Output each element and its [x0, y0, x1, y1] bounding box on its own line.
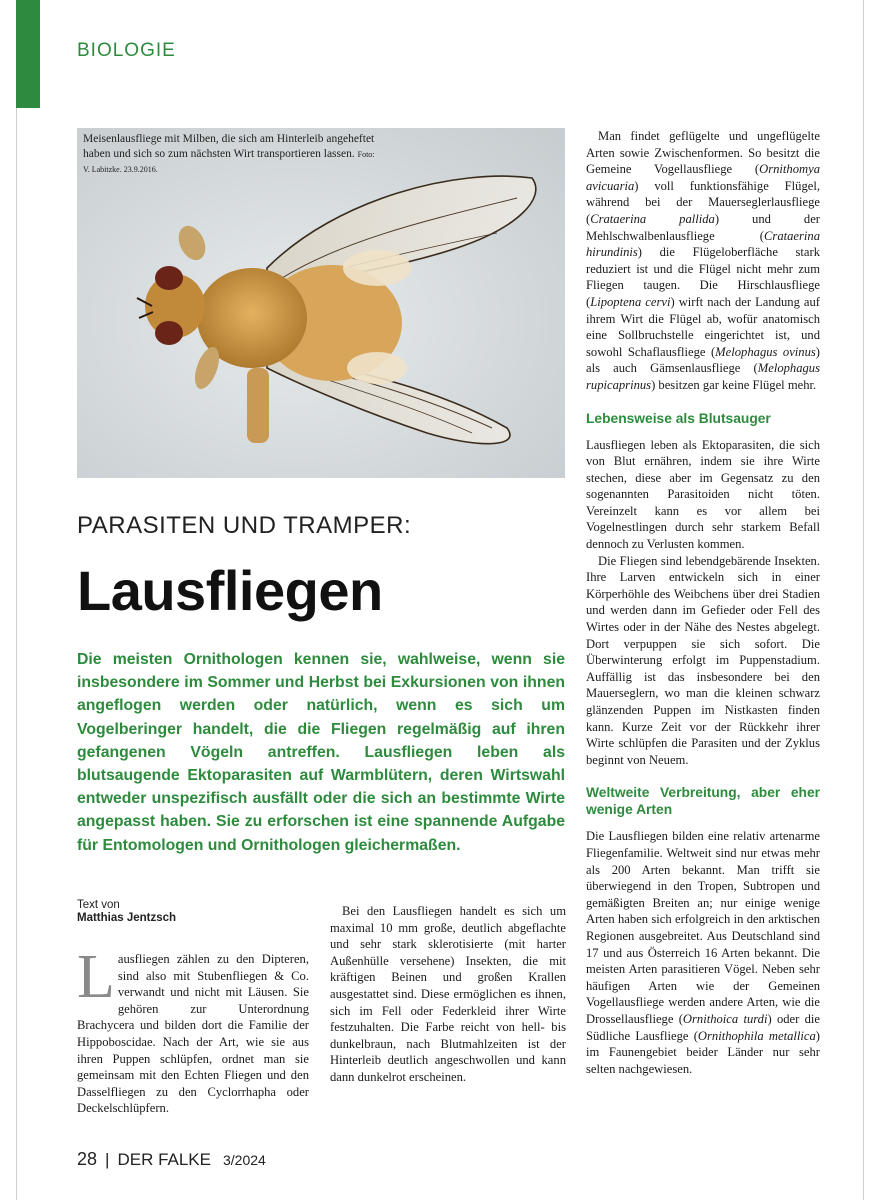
species-name: Ornithoica turdi	[682, 1011, 768, 1026]
subheading-verbreitung: Weltweite Verbreitung, aber eher wenige Arten	[586, 785, 820, 818]
column-2	[330, 903, 566, 1086]
column-1	[77, 943, 309, 1117]
body-paragraph-4	[586, 828, 820, 1077]
text-run: Man findet geflügelte und ungeflügelte Arten sowie Zwischenformen. So besitzt die Gemeine Vogellausfliege (	[586, 129, 820, 177]
text-run: ) die Flügeloberfläche stark reduziert ist und die Flügel nicht mehr zum Fliegen taugen. Die Hirschlausfliege (	[586, 245, 820, 309]
species-name: Crataerina hirundinis	[586, 228, 820, 260]
species-name: Ornithophila metallica	[697, 1028, 816, 1043]
body-paragraph-3: Die Fliegen sind lebendgebärende Insekten. Ihre Larven entwickeln sich in einer Körperhöhle des Weibchens über drei Stadien und werden dann im Gefieder oder Fell des Wirtes oder in der Nähe des Nestes abgelegt. Dort verpuppen sie sich sofort. Die Überwinterung erfolgt im Puppenstadium. Auffällig ist das insbesondere bei den Mauerseglern, wo man die kleinen schwarz glänzenden Puppen im Nistkasten finden kann. Kurze Zeit vor der Rückkehr ihrer Wirte schlüpfen die Parasiten und der Zyklus beginnt von Neuem.	[586, 553, 820, 767]
text-run: ) oder die Südliche Lausfliege (	[586, 1011, 820, 1043]
body-paragraph-2: Lausfliegen leben als Ektoparasiten, die sich von Blut ernähren, indem sie ihre Wirte stechen, diese aber im Gegensatz zu den sogenannten Parasitoiden nicht töten. Vereinzelt kann es vor allem bei Vogelnestlingen durch sehr starkem Befall dennoch zu Verlusten kommen.	[586, 437, 820, 552]
text-run: ) im Faunengebiet beider Länder nur sehr selten nachgewiesen.	[586, 1028, 820, 1076]
species-name: Lipoptena cervi	[590, 294, 671, 309]
text-run: ) als auch Gämsenlausfliege (	[586, 344, 820, 376]
text-run: ) besitzen gar keine Flügel mehr.	[651, 377, 817, 392]
footer-separator: |	[105, 1150, 110, 1169]
paragraph-text: ausfliegen zählen zu den Dipteren, sind also mit Stubenfliegen & Co. verwandt und nicht mit Läusen. Sie gehören zur Unterordnung Brachycera und bilden dort die Familie der Hippoboscidae. Nach der Art, wie sie aus ihren Puppen schlüpfen, ordnet man sie gemeinsam mit den Echten Fliegen und den Dasselfliegen zu den Cyclorrhapha oder Deckelschlüpfern.	[77, 952, 309, 1116]
photo-caption	[83, 132, 383, 178]
section-color-bar	[16, 0, 40, 108]
issue-number: 3/2024	[223, 1152, 266, 1168]
text-run: ) wirft nach der Landung auf ihrem Wirt die Flügel ab, wofür anatomisch eine Sollbruchstelle eingerichtet ist, und sowohl Schaflausfliege (	[586, 294, 820, 359]
text-run: ) und der Mehlschwalbenlausfliege (	[586, 211, 820, 243]
species-name: Ornithomya avicuaria	[586, 162, 820, 193]
body-paragraph-1	[586, 128, 820, 394]
lead-paragraph: Die meisten Ornithologen kennen sie, wahlweise, wenn sie insbesondere im Sommer und Herbst bei Exkursionen von ihnen angeflogen werden oder natürlich, wenn es sich um Vogelberinger handelt, die die Fliegen regelmäßig auf ihren gefangenen Vögeln antreffen. Lausfliegen leben als blutsaugende Ektoparasiten auf Warmblütern, deren Wirtswahl entweder unspezifisch ausfällt oder die sich an bestimmte Wirte angepasst haben. Sie zu erforschen ist eine spannende Aufgabe für Entomologen und Ornithologen gleichermaßen.	[77, 651, 565, 854]
section-label: BIOLOGIE	[77, 40, 176, 61]
page-number: 28	[77, 1149, 98, 1169]
caption-text: Meisenlausfliege mit Milben, die sich am Hinterleib angeheftet haben und sich so zum nächsten Wirt transportieren lassen.	[83, 133, 375, 160]
author-label: Text von	[77, 899, 120, 911]
subheading-lebensweise: Lebensweise als Blutsauger	[586, 410, 771, 426]
page-footer	[77, 1149, 266, 1170]
headline: Lausfliegen	[77, 559, 383, 622]
column-3	[586, 128, 820, 1077]
fly-photo	[77, 128, 565, 478]
species-name: Melophagus ovinus	[715, 344, 816, 359]
drop-cap: L	[77, 943, 115, 1011]
text-run: ) voll funktionsfähige Flügel, während bei der Mauerseglerlausfliege (	[586, 178, 820, 226]
photo-credit: Foto: V. Labitzke. 23.9.2016.	[83, 149, 375, 174]
kicker: PARASITEN UND TRAMPER:	[77, 512, 412, 539]
magazine-name: DER FALKE	[117, 1150, 211, 1169]
species-name: Melophagus rupicaprinus	[586, 361, 820, 392]
body-paragraph	[77, 943, 309, 1117]
author-name: Matthias Jentzsch	[77, 912, 177, 924]
species-name: Crataerina pallida	[590, 211, 715, 226]
text-run: Die Lausfliegen bilden eine relativ artenarme Fliegenfamilie. Weltweit sind nur etwas mehr als 200 Arten bekannt. Man trifft sie überwiegend in den Tropen, Subtropen und gemäßigten Breiten an; nur einige wenige Arten haben sich erfolgreich in den arktischen Regionen ausgebreitet. Aus Deutschland sind 17 und aus Österreich 16 Arten bekannt. Die meisten Arten parasitieren Vögel. Neben sehr häufigen Arten wie der Gemeinen Vogellausfliege werden andere Arten, wie die Drossellausfliege (	[586, 829, 820, 1026]
louse-fly-illustration	[77, 128, 565, 478]
body-paragraph: Bei den Lausfliegen handelt es sich um maximal 10 mm große, deutlich abgeflachte und sehr stark sklerotisierte (mit harter Außenhülle versehene) Insekten, die mit kräftigen Beinen und großen Krallen ausgestattet sind. Diese ermöglichen es ihnen, sich im Fell oder Federkleid ihrer Wirte festzuhalten. Die Farbe reicht von hell- bis dunkelbraun, nach Blutmahlzeiten ist der Hinterleib deutlich angeschwollen und kann dann dunkelrot erscheinen.	[330, 904, 566, 1084]
